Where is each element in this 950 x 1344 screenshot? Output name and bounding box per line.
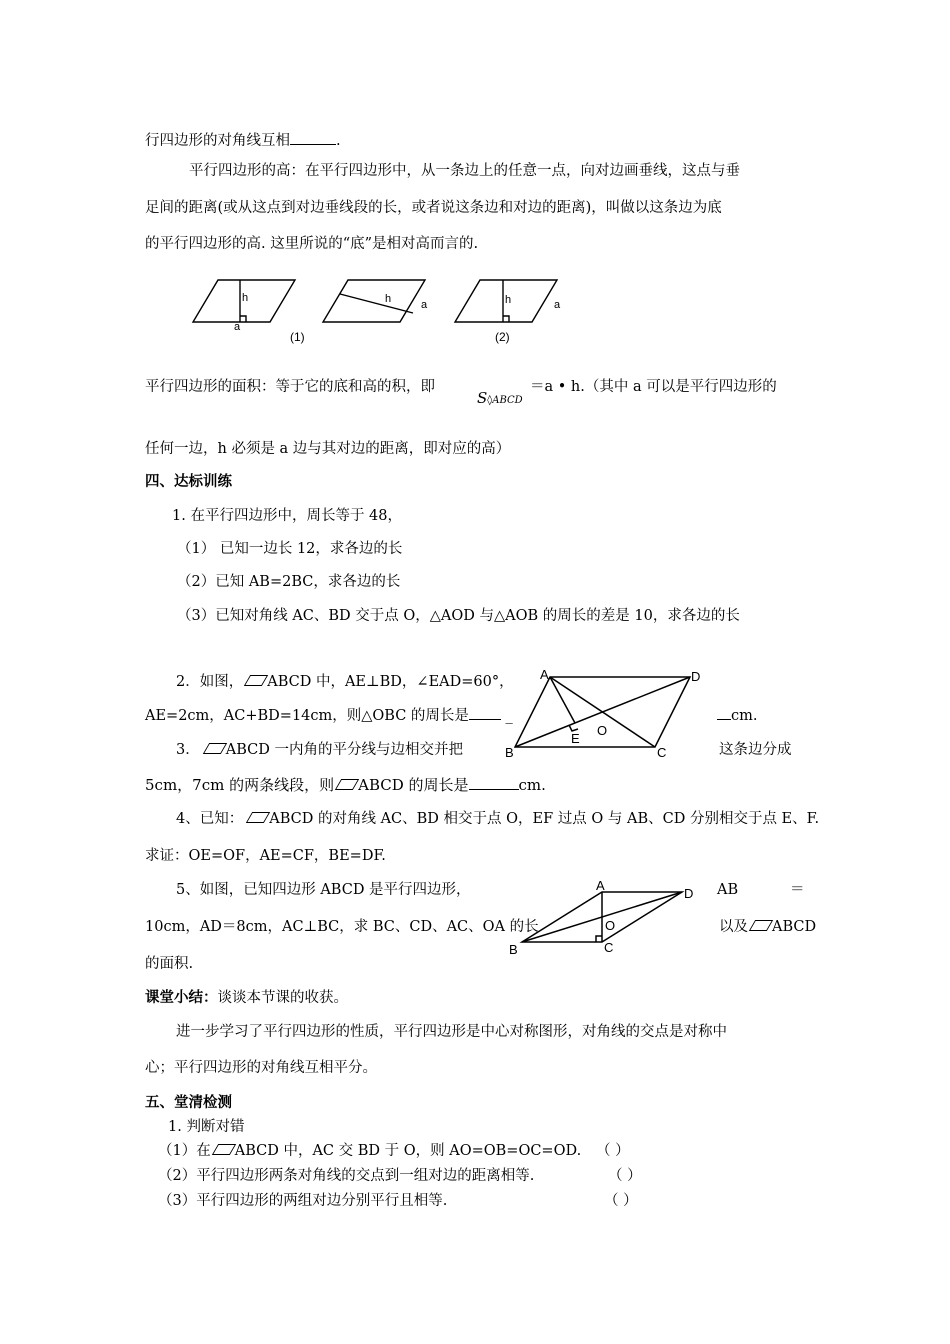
q3-d: 5cm，7cm 的两条线段，则 [145,776,335,794]
q3-c: 这条边分成 [719,742,792,758]
q1: 1. 在平行四边形中，周长等于 48， [172,508,403,524]
h-label-3: h [505,294,512,306]
q1-1: （1） 已知一边长 12，求各边的长 [177,541,403,557]
fig5-label-b: B [509,942,518,957]
q5-c: ＝ [790,882,805,898]
q5-d: 10cm，AD＝8cm，AC⊥BC，求 BC、CD、AC、OA 的长 [145,919,539,935]
fig2-label-d: D [691,669,701,684]
a-label-2: a [421,299,428,311]
q2-c: AE=2cm，AC+BD=14cm，则△OBC 的周长是 [145,708,469,724]
q2-d: _ [505,708,513,724]
q5-g: 的面积. [145,956,194,972]
fig5-label-d: D [684,886,694,901]
q4-a: 4、已知： [176,811,244,827]
q4-line1 [176,809,819,829]
formula-sub: ◊ABCD [487,395,523,406]
q5-f: ABCD [772,919,817,935]
a-label-1: a [234,321,241,333]
q3-blank[interactable] [469,775,519,790]
q2-b: ABCD 中，AE⊥BD，∠EAD=60°， [267,674,514,690]
q5-figure [507,880,707,960]
caption-1: (1) [290,330,305,344]
intro-line1-end: . [336,133,341,149]
q2-e: cm. [731,708,758,724]
q2-blank[interactable] [469,705,501,720]
section4-heading: 四、达标训练 [145,474,232,490]
caption-2: (2) [495,330,510,344]
section5-q1: 1. 判断对错 [168,1119,245,1135]
summary-line [145,988,348,1008]
q3-e: ABCD 的周长是 [358,776,469,794]
q5-line2-end [719,917,816,937]
q3-f: cm. [518,776,546,794]
fig2-label-c: C [657,745,667,760]
q4-b: ABCD 的对角线 AC、BD 相交于点 O，EF 过点 O 与 AB、CD 分别相交于点 E、F. [269,811,820,827]
area-line2: 任何一边，h 必须是 a 边与其对边的距离，即对应的高） [145,441,511,457]
judge-3-paren[interactable]: （ ） [604,1193,638,1209]
q5-a: 5、如图，已知四边形 ABCD 是平行四边形， [176,882,471,898]
a-label-3: a [554,299,561,311]
judge-3: （3）平行四边形的两组对边分别平行且相等. [158,1193,448,1209]
q3-a: 3． [176,742,200,758]
q3-line1 [176,740,463,760]
fig2-label-b: B [505,745,514,760]
height-def-1: 平行四边形的高：在平行四边形中，从一条边上的任意一点，向对边画垂线，这点与垂 [189,163,740,179]
area-formula [477,388,523,411]
h-label-1: h [242,292,249,304]
fill-blank[interactable] [290,130,336,145]
q5-b: AB [717,882,739,898]
height-def-2: 足间的距离(或从这点到对边垂线段的长，或者说这条边和对边的距离)，叫做以这条边为底 [145,200,722,216]
q2-line1 [176,672,514,692]
judge-1 [158,1141,581,1161]
q5-e: 以及 [719,919,748,935]
formula-s: S [477,389,488,407]
judge-2: （2）平行四边形两条对角线的交点到一组对边的距离相等. [158,1168,535,1184]
q1-2: （2）已知 AB=2BC，求各边的长 [177,574,401,590]
area-text-before: 平行四边形的面积：等于它的底和高的积，即 [145,379,435,395]
fig5-label-a: A [596,878,605,893]
fig5-label-c: C [604,940,614,955]
height-def-3: 的平行四边形的高. 这里所说的“底”是相对高而言的. [145,236,479,252]
summary-p1: 进一步学习了平行四边形的性质，平行四边形是中心对称图形，对角线的交点是对称中 [176,1024,727,1040]
intro-line1 [145,130,341,151]
q4-line2: 求证：OE=OF，AE=CF，BE=DF. [145,848,386,864]
parallelogram-figures [190,275,590,355]
area-text-after: ＝a • h.（其中 a 可以是平行四边形的 [530,379,777,395]
fig2-label-o: O [597,723,608,738]
judge-2-paren[interactable]: （ ） [608,1168,642,1184]
q2-line2-end [717,705,757,726]
q2-a: 2．如图， [176,674,244,690]
judge-1-b: ABCD 中，AC 交 BD 于 O，则 AO=OB=OC=OD. [234,1143,582,1159]
q2-blank-tail [717,705,731,720]
summary-p2: 心；平行四边形的对角线互相平分。 [145,1060,377,1076]
fig2-label-e: E [571,731,580,746]
fig2-label-a: A [540,667,549,682]
section5-heading: 五、堂清检测 [145,1095,232,1111]
judge-1-paren[interactable]: （ ） [596,1143,630,1159]
summary-heading: 课堂小结： [145,990,218,1006]
q2-line2 [145,705,513,726]
judge-1-a: （1）在 [158,1143,211,1159]
fig5-label-o: O [605,918,616,933]
h-label-2: h [385,293,392,305]
q3-b: ABCD 一内角的平分线与边相交并把 [225,742,463,758]
summary-heading-rest: 谈谈本节课的收获。 [217,990,348,1006]
q2-figure [505,667,705,762]
intro-line1-text: 行四边形的对角线互相 [145,133,290,149]
q1-3: （3）已知对角线 AC、BD 交于点 O，△AOD 与△AOB 的周长的差是 10，求各边的长 [177,608,740,624]
q3-line2 [145,775,546,795]
